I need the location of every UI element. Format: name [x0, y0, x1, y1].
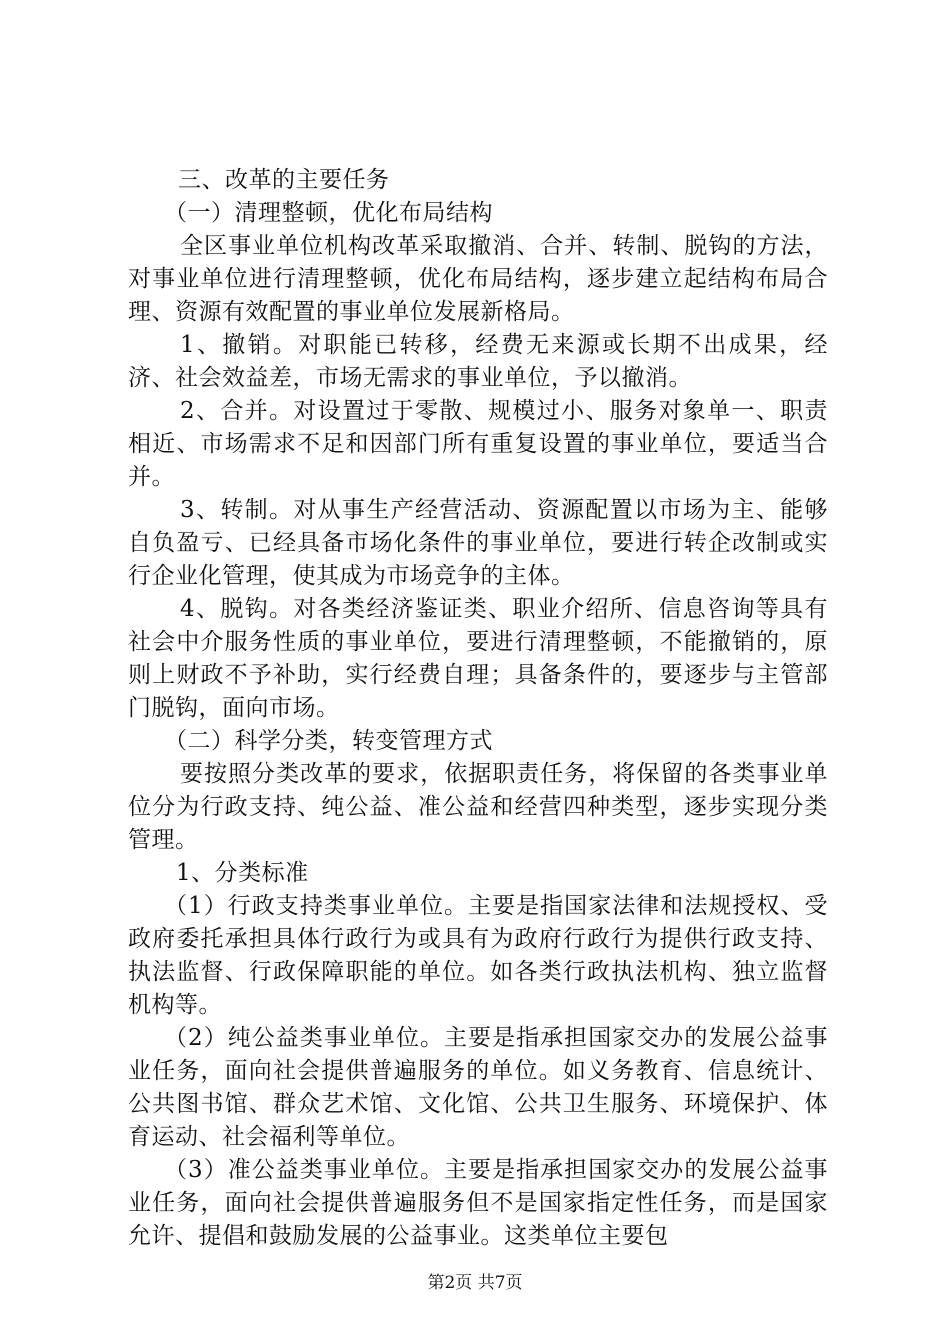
paragraph: 4、脱钩。对各类经济鉴证类、职业介绍所、信息咨询等具有社会中介服务性质的事业单位，要进行清理整顿，不能撤销的，原则上财政不予补助，实行经费自理；具备条件的，要逐步与主管部门脱钩，面向市场。 — [128, 596, 828, 721]
paragraph: 全区事业单位机构改革采取撤消、合并、转制、脱钩的方法，对事业单位进行清理整顿，优化布局结构，逐步建立起结构布局合理、资源有效配置的事业单位发展新格局。 — [128, 233, 828, 325]
page-number-footer: 第2页 共7页 — [427, 1273, 523, 1293]
paragraph: 1、撤销。对职能已转移，经费无来源或长期不出成果，经济、社会效益差，市场无需求的事业单位，予以撤消。 — [128, 332, 828, 391]
subsection-heading: （二）科学分类，转变管理方式 — [164, 728, 493, 754]
paragraph: 3、转制。对从事生产经营活动、资源配置以市场为主、能够自负盈亏、已经具备市场化条件的事业单位，要进行转企改制或实行企业化管理，使其成为市场竞争的主体。 — [128, 497, 828, 589]
paragraph: （2）纯公益类事业单位。主要是指承担国家交办的发展公益事业任务，面向社会提供普遍服务的单位。如义务教育、信息统计、公共图书馆、群众艺术馆、文化馆、公共卫生服务、环境保护、体育运动、社会福利等单位。 — [128, 1025, 828, 1150]
paragraph: （3）准公益类事业单位。主要是指承担国家交办的发展公益事业任务，面向社会提供普遍服务但不是国家指定性任务，而是国家允许、提倡和鼓励发展的公益事业。这类单位主要包 — [128, 1157, 828, 1249]
list-heading: 1、分类标准 — [176, 860, 309, 886]
paragraph: 2、合并。对设置过于零散、规模过小、服务对象单一、职责相近、市场需求不足和因部门所有重复设置的事业单位，要适当合并。 — [128, 398, 828, 490]
document-body — [128, 164, 828, 1253]
paragraph: 要按照分类改革的要求，依据职责任务，将保留的各类事业单位分为行政支持、纯公益、准公益和经营四种类型，逐步实现分类管理。 — [128, 761, 828, 853]
subsection-heading: （一）清理整顿，优化布局结构 — [164, 200, 493, 226]
section-heading: 三、改革的主要任务 — [178, 167, 390, 193]
paragraph: （1）行政支持类事业单位。主要是指国家法律和法规授权、受政府委托承担具体行政行为或具有为政府行政行为提供行政支持、执法监督、行政保障职能的单位。如各类行政执法机构、独立监督机构等。 — [128, 893, 828, 1018]
